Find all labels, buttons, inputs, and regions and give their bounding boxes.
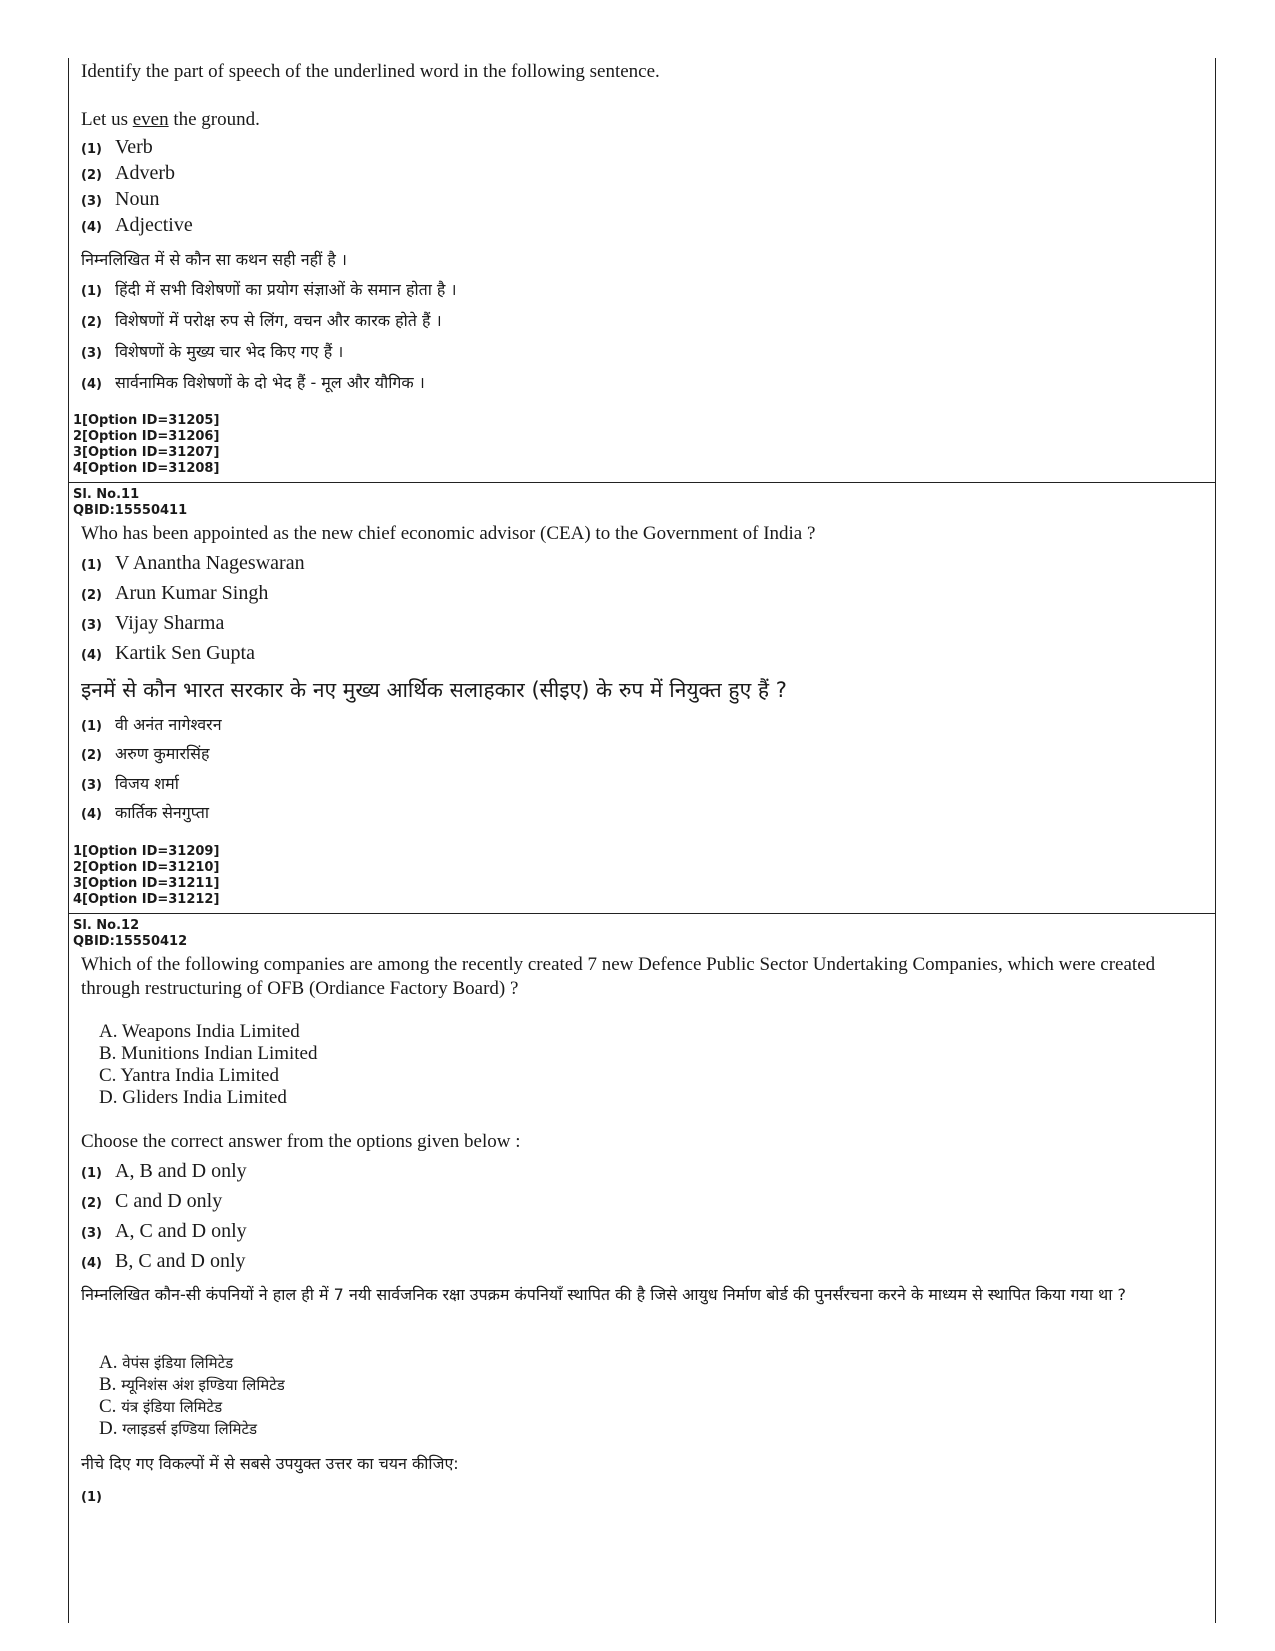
option-4: (4) Adjective bbox=[81, 214, 193, 236]
hindi-option-4: (4) कार्तिक सेनगुप्ता bbox=[81, 803, 209, 822]
list-item: B. Munitions Indian Limited bbox=[99, 1043, 318, 1064]
list-item: D. Gliders India Limited bbox=[99, 1087, 287, 1108]
option-2: (2) C and D only bbox=[81, 1190, 223, 1212]
serial-number: Sl. No.12 bbox=[73, 918, 140, 933]
question-divider bbox=[69, 482, 1215, 483]
option-1: (1) V Anantha Nageswaran bbox=[81, 552, 305, 574]
example-sentence: Let us even the ground. bbox=[81, 109, 260, 130]
qbid: QBID:15550412 bbox=[73, 934, 188, 949]
hindi-question-text: इनमें से कौन भारत सरकार के नए मुख्य आर्थिक सलाहकार (सीइए) के रुप में नियुक्त हुए हैं ? bbox=[81, 678, 787, 702]
option-1: (1) A, B and D only bbox=[81, 1160, 247, 1182]
option-3: (3) Vijay Sharma bbox=[81, 612, 225, 634]
option-2: (2) Arun Kumar Singh bbox=[81, 582, 269, 604]
option-4: (4) Kartik Sen Gupta bbox=[81, 642, 255, 664]
option-2: (2) Adverb bbox=[81, 162, 175, 184]
question-header bbox=[73, 918, 187, 950]
question-text: Who has been appointed as the new chief economic advisor (CEA) to the Government of India ? bbox=[81, 523, 816, 544]
hindi-option-3: (3) विशेषणों के मुख्य चार भेद किए गए हैं । bbox=[81, 342, 344, 361]
hindi-instruction-text: नीचे दिए गए विकल्पों में से सबसे उपयुक्त उत्तर का चयन कीजिए: bbox=[81, 1454, 459, 1473]
question-paper-page bbox=[68, 58, 1216, 1623]
option-id-list: 1[Option ID=31205] 2[Option ID=31206] 3[Option ID=31207] 4[Option ID=31208] bbox=[73, 413, 220, 476]
hindi-option-4: (4) सार्वनामिक विशेषणों के दो भेद हैं - मूल और यौगिक । bbox=[81, 373, 425, 392]
list-item: C. यंत्र इंडिया लिमिटेड bbox=[99, 1396, 223, 1417]
question-text: Which of the following companies are among the recently created 7 new Defence Public Sector Undertaking Companies, which were created through restructuring of OFB (Ordiance Factory Board) ? bbox=[81, 954, 1156, 999]
question-header bbox=[73, 487, 187, 519]
hindi-option-1: (1) हिंदी में सभी विशेषणों का प्रयोग संज्ञाओं के समान होता है । bbox=[81, 280, 457, 299]
hindi-option-2: (2) विशेषणों में परोक्ष रुप से लिंग, वचन और कारक होते हैं । bbox=[81, 311, 442, 330]
hindi-question-text: निम्नलिखित में से कौन सा कथन सही नहीं है । bbox=[81, 250, 347, 269]
list-item: A. Weapons India Limited bbox=[99, 1021, 300, 1042]
option-1: (1) Verb bbox=[81, 136, 153, 158]
option-id-list: 1[Option ID=31209] 2[Option ID=31210] 3[Option ID=31211] 4[Option ID=31212] bbox=[73, 844, 220, 907]
option-3: (3) A, C and D only bbox=[81, 1220, 247, 1242]
qbid: QBID:15550411 bbox=[73, 503, 188, 518]
hindi-company-list bbox=[99, 1352, 285, 1440]
question-divider bbox=[69, 913, 1215, 914]
serial-number: Sl. No.11 bbox=[73, 487, 140, 502]
hindi-question-text: निम्नलिखित कौन-सी कंपनियों ने हाल ही में 7 नयी सार्वजनिक रक्षा उपक्रम कंपनियाँ स्थापित की है जिसे आयुध निर्माण बोर्ड की पुनर्संरचना करने के माध्यम से स्थापित किया गया था ? bbox=[81, 1285, 1126, 1304]
option-1: (1) bbox=[81, 1490, 102, 1505]
list-item: A. वेपंस इंडिया लिमिटेड bbox=[99, 1352, 234, 1373]
option-3: (3) Noun bbox=[81, 188, 160, 210]
hindi-option-3: (3) विजय शर्मा bbox=[81, 774, 179, 793]
instruction-text: Choose the correct answer from the options given below : bbox=[81, 1131, 521, 1152]
list-item: C. Yantra India Limited bbox=[99, 1065, 279, 1086]
hindi-option-1: (1) वी अनंत नागेश्वरन bbox=[81, 715, 222, 734]
hindi-option-2: (2) अरुण कुमारसिंह bbox=[81, 744, 210, 763]
underlined-word: even bbox=[132, 109, 169, 130]
list-item: D. ग्लाइडर्स इण्डिया लिमिटेड bbox=[99, 1418, 258, 1439]
option-4: (4) B, C and D only bbox=[81, 1250, 246, 1272]
company-list bbox=[99, 1021, 318, 1109]
question-text: Identify the part of speech of the underlined word in the following sentence. bbox=[81, 61, 660, 82]
list-item: B. म्यूनिशंस अंश इण्डिया लिमिटेड bbox=[99, 1374, 285, 1395]
